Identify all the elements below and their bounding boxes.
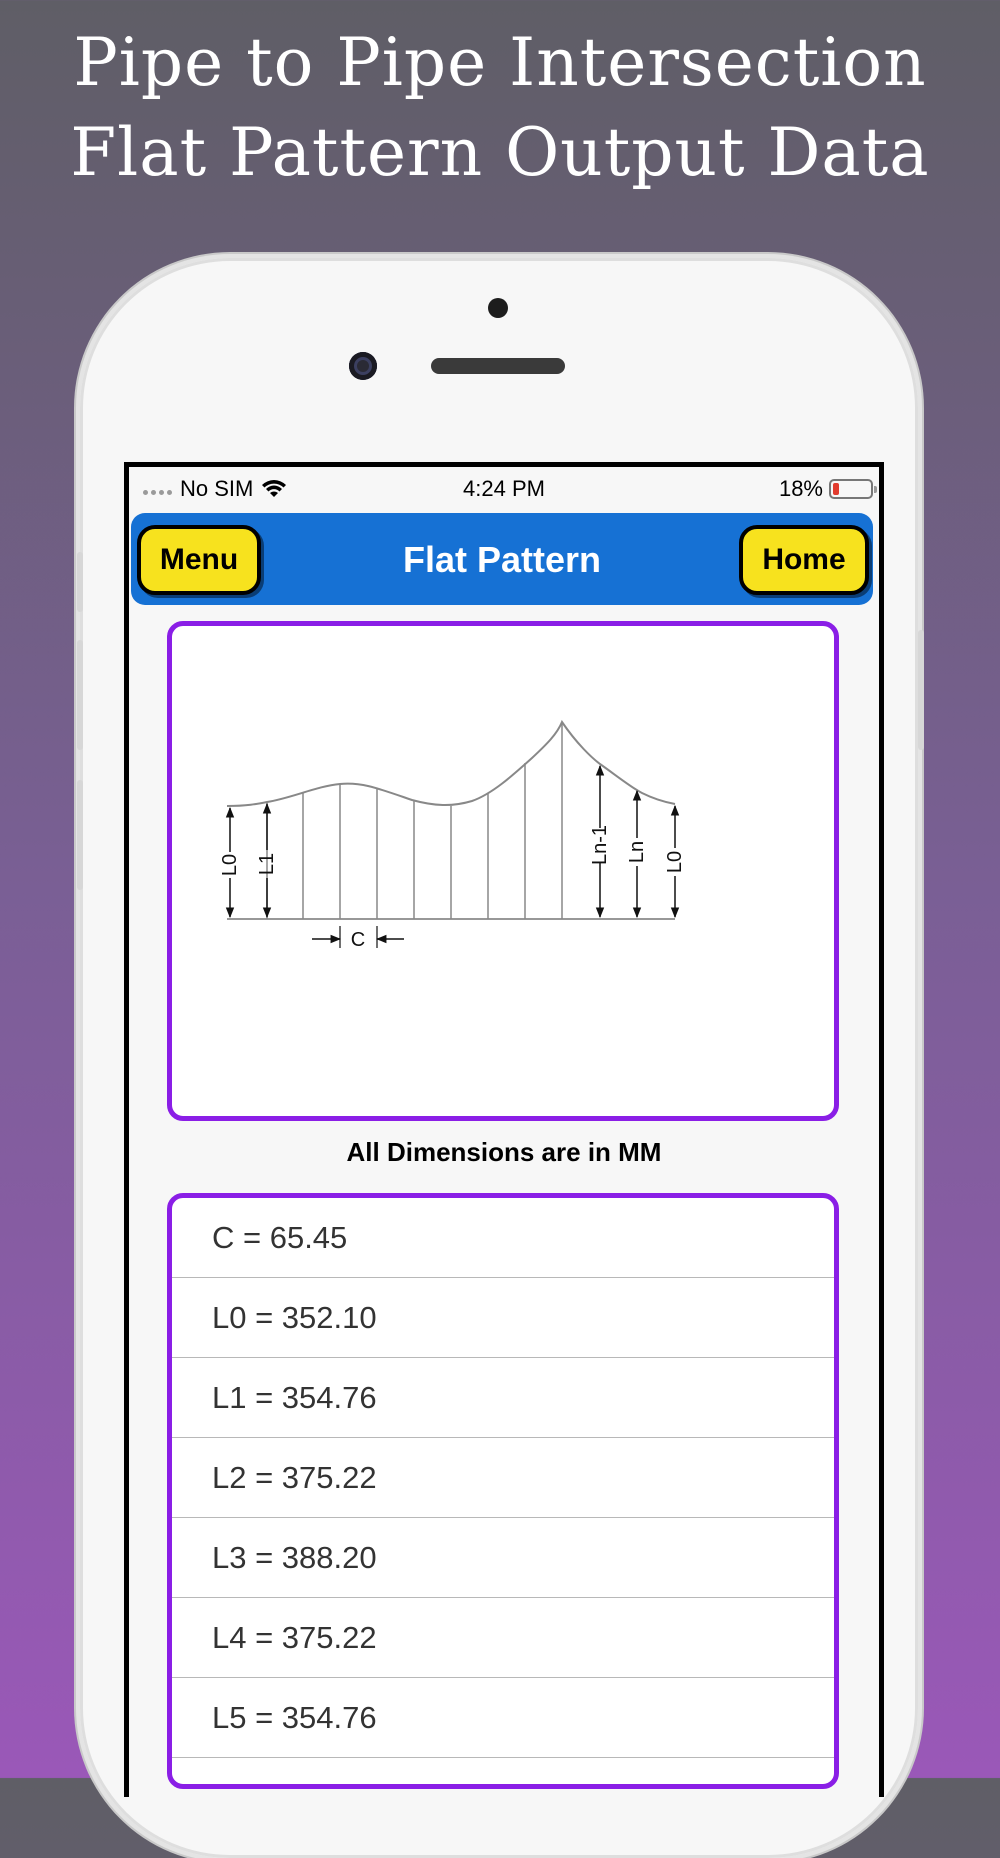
label-l1: L1 <box>256 852 278 876</box>
battery-icon <box>829 479 873 499</box>
list-item: C = 65.45 <box>172 1198 834 1278</box>
pattern-curve <box>227 722 675 806</box>
list-item: L5 = 354.76 <box>172 1678 834 1758</box>
dimension-c <box>312 926 404 951</box>
flat-pattern-diagram-card <box>167 621 839 1121</box>
battery-percent: 18% <box>778 476 823 501</box>
front-camera <box>349 352 377 380</box>
label-l0-right: L0 <box>664 850 686 874</box>
list-item: L1 = 354.76 <box>172 1358 834 1438</box>
promo-title-line2: Flat Pattern Output Data <box>70 114 930 191</box>
promo-title-line1: Pipe to Pipe Intersection <box>73 24 927 101</box>
label-l0-left: L0 <box>219 853 241 877</box>
carrier-label: No SIM <box>180 476 254 501</box>
units-note: All Dimensions are in MM <box>346 1137 662 1167</box>
label-c: C <box>350 929 366 951</box>
status-bar <box>129 467 879 511</box>
status-time: 4:24 PM <box>463 476 545 501</box>
dimension-ln-minus-1 <box>589 766 611 917</box>
list-item: L3 = 388.20 <box>172 1518 834 1598</box>
phone-volume-up <box>77 640 83 750</box>
dimension-ln <box>626 791 648 917</box>
home-button[interactable]: Home <box>739 525 869 595</box>
battery-fill <box>833 483 839 495</box>
status-right <box>779 476 873 502</box>
flat-pattern-diagram <box>172 626 834 1116</box>
dimension-l1 <box>256 804 278 917</box>
label-ln: Ln <box>626 840 648 864</box>
promo-title <box>0 18 1000 198</box>
dimension-l0-left <box>219 808 241 917</box>
list-item: L2 = 375.22 <box>172 1438 834 1518</box>
list-item: L4 = 375.22 <box>172 1598 834 1678</box>
list-item: L0 = 352.10 <box>172 1278 834 1358</box>
pattern-ordinates <box>267 722 562 919</box>
nav-title: Flat Pattern <box>402 539 602 580</box>
nav-bar <box>131 513 873 605</box>
app-screen <box>124 462 884 1797</box>
earpiece-speaker <box>431 358 565 374</box>
menu-button[interactable]: Menu <box>137 525 261 595</box>
phone-volume-down <box>77 780 83 890</box>
phone-mute-switch <box>77 552 83 612</box>
proximity-sensor <box>488 298 508 318</box>
label-ln-minus-1: Ln-1 <box>589 824 611 866</box>
results-list <box>167 1193 839 1789</box>
phone-power-button <box>918 630 924 750</box>
dimension-l0-right <box>664 806 686 917</box>
